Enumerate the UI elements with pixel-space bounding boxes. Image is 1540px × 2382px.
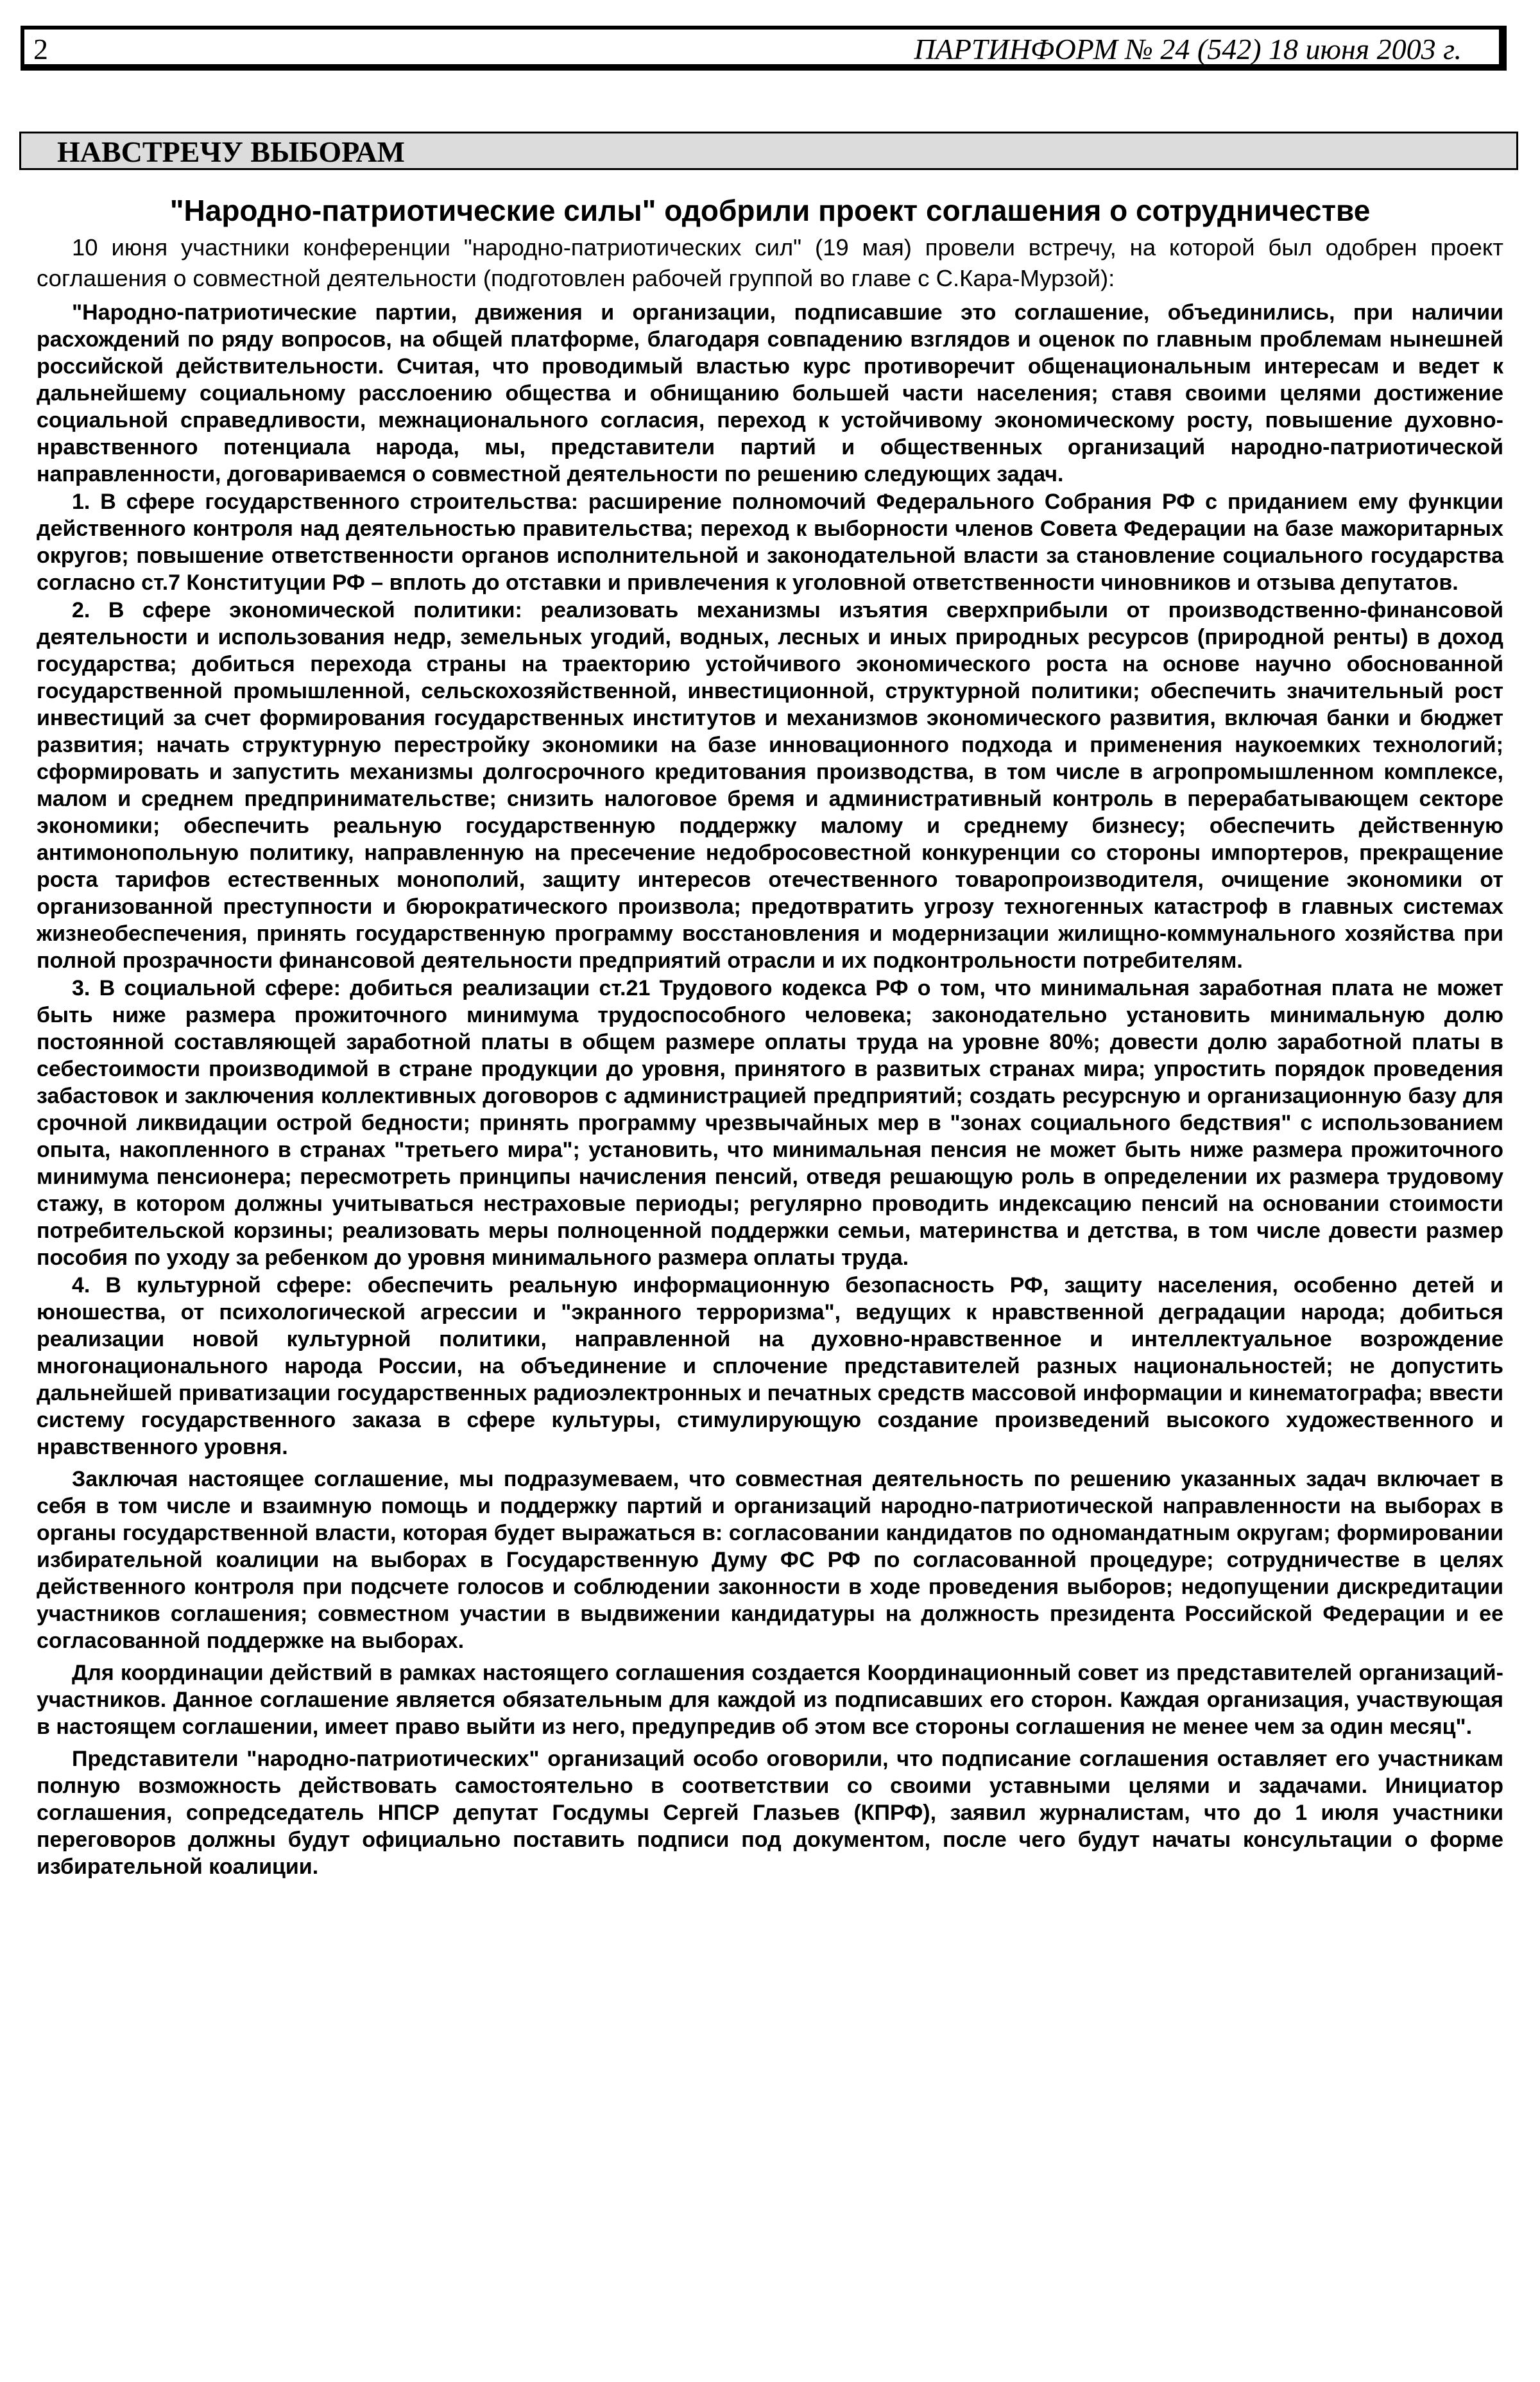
agreement-point-3: 3. В социальной сфере: добиться реализации ст.21 Трудового кодекса РФ о том, что минимальная заработная плата не может быть ниже размера прожиточного минимума трудоспособного человека; законодательно установить минимальную долю постоянной составляющей заработной платы в общем размере оплаты труда на уровне 80%; довести долю заработной платы в себестоимости производимой в стране продукции до уровня, принятого в развитых странах мира; упростить порядок проведения забастовок и заключения коллективных договоров с администрацией предприятий; создать ресурсную и организационную базу для срочной ликвидации острой бедности; принять программу чрезвычайных мер в "зонах социального бедствия" с использованием опыта, накопленного в странах "третьего мира"; установить, что минимальная пенсия не может быть ниже размера прожиточного минимума пенсионера; пересмотреть принципы начисления пенсий, отведя решающую роль в определении их размера трудовому стажу, в котором должны учитываться нестраховые периоды; регулярно проводить индексацию пенсий на основании стоимости потребительской корзины; реализовать меры полноценной поддержки семьи, материнства и детства, в том числе довести размер пособия по уходу за ребенком до уровня минимального размера оплаты труда. bbox=[37, 976, 1503, 1270]
article-closing: Представители "народно-патриотических" организаций особо оговорили, что подписание соглашения оставляет его участникам полную возможность действовать самостоятельно в соответствии со своими уставными целями и задачами. Инициатор соглашения, сопредседатель НПСР депутат Госдумы Сергей Глазьев (КПРФ), заявил журналистам, что до 1 июля участники переговоров должны будут официально поставить подписи под документом, после чего будут начаты консультации о форме избирательной коалиции. bbox=[37, 1747, 1503, 1879]
agreement-point-2: 2. В сфере экономической политики: реализовать механизмы изъятия сверхприбыли от производственно-финансовой деятельности и использования недр, земельных угодий, водных, лесных и иных природных ресурсов (природной ренты) в доход государства; добиться перехода страны на траекторию устойчивого экономического роста на основе научно обоснованной государственной промышленной, сельскохозяйственной, инвестиционной, структурной политики; обеспечить значительный рост инвестиций за счет формирования государственных институтов и механизмов экономического развития, включая банки и бюджет развития; начать структурную перестройку экономики на базе инновационного подхода и применения наукоемких технологий; сформировать и запустить механизмы долгосрочного кредитования производства, в том числе в агропромышленном комплексе, малом и среднем предпринимательстве; снизить налоговое бремя и административный контроль в перерабатывающем секторе экономики; обеспечить реальную государственную поддержку малому и среднему бизнесу; обеспечить действенную антимонопольную политику, направленную на пресечение недобросовестной конкуренции со стороны импортеров, прекращение роста тарифов естественных монополий, защиту интересов отечественного товаропроизводителя, очищение экономики от организованной преступности и бюрократического произвола; предотвратить угрозу техногенных катастроф в главных системах жизнеобеспечения, принять государственную программу восстановления и модернизации жилищно-коммунального хозяйства при полной прозрачности финансовой деятельности предприятий отрасли и их подконтрольности потребителям. bbox=[37, 598, 1503, 973]
agreement-point-1: 1. В сфере государственного строительства: расширение полномочий Федерального Собрания РФ с приданием ему функции действенного контроля над деятельностью правительства; переход к выборности членов Совета Федерации на базе мажоритарных округов; повышение ответственности органов исполнительной и законодательной власти за становление социального государства согласно ст.7 Конституции РФ – вплоть до отставки и привлечения к уголовной ответственности чиновников и отзыва депутатов. bbox=[37, 490, 1503, 595]
article bbox=[37, 193, 1503, 1881]
issue-info: ПАРТИНФОРМ № 24 (542) 18 июня 2003 г. bbox=[914, 33, 1462, 65]
section-title: НАВСТРЕЧУ ВЫБОРАМ bbox=[57, 135, 405, 168]
section-heading bbox=[19, 132, 1518, 170]
agreement-preamble: "Народно-патриотические партии, движения и организации, подписавшие это соглашение, объединились, при наличии расхождений по ряду вопросов, на общей платформе, благодаря совпадению взглядов и оценок по главным проблемам нынешней российской действительности. Считая, что проводимый властью курс противоречит общенациональным интересам и ведет к дальнейшему социальному расслоению общества и обнищанию большей части населения; ставя своими целями достижение социальной справедливости, межнационального согласия, переход к устойчивому экономическому росту, повышение духовно-нравственного потенциала народа, мы, представители партий и общественных организаций народно-патриотической направленности, договариваемся о совместной деятельности по решению следующих задач. bbox=[37, 300, 1503, 486]
page-header bbox=[21, 26, 1507, 71]
agreement-conclusion: Заключая настоящее соглашение, мы подразумеваем, что совместная деятельность по решению указанных задач включает в себя в том числе и взаимную помощь и поддержку партий и организаций народно-патриотической направленности на выборах в органы государственной власти, которая будет выражаться в: согласовании кандидатов по одномандатным округам; формировании избирательной коалиции на выборах в Государственную Думу ФС РФ по согласованной процедуре; сотрудничестве в целях действенного контроля при подсчете голосов и соблюдении законности в ходе проведения выборов; недопущении дискредитации участников соглашения; совместном участии в выдвижении кандидатуры на должность президента Российской Федерации и ее согласованной поддержке на выборах. bbox=[37, 1467, 1503, 1653]
agreement-coordination: Для координации действий в рамках настоящего соглашения создается Координационный совет из представителей организаций-участников. Данное соглашение является обязательным для каждой из подписавших его сторон. Каждая организация, участвующая в настоящем соглашении, имеет право выйти из него, предупредив об этом все стороны соглашения не менее чем за один месяц". bbox=[37, 1661, 1503, 1739]
page-number: 2 bbox=[33, 33, 48, 65]
article-headline: "Народно-патриотические силы" одобрили проект соглашения о сотрудничестве bbox=[169, 194, 1371, 227]
agreement-point-4: 4. В культурной сфере: обеспечить реальную информационную безопасность РФ, защиту населения, особенно детей и юношества, от психологической агрессии и "экранного терроризма", ведущих к нравственной деградации народа; добиться реализации новой культурной политики, направленной на духовно-нравственное и интеллектуальное возрождение многонационального народа России, на объединение и сплочение представителей разных национальностей; не допустить дальнейшей приватизации государственных радиоэлектронных и печатных средств массовой информации и кинематографа; ввести систему государственного заказа в сфере культуры, стимулирующую создание произведений высокого художественного и нравственного уровня. bbox=[37, 1273, 1503, 1459]
article-intro: 10 июня участники конференции "народно-патриотических сил" (19 мая) провели встречу, на которой был одобрен проект соглашения о совместной деятельности (подготовлен рабочей группой во главе с С.Кара-Мурзой): bbox=[37, 234, 1503, 291]
